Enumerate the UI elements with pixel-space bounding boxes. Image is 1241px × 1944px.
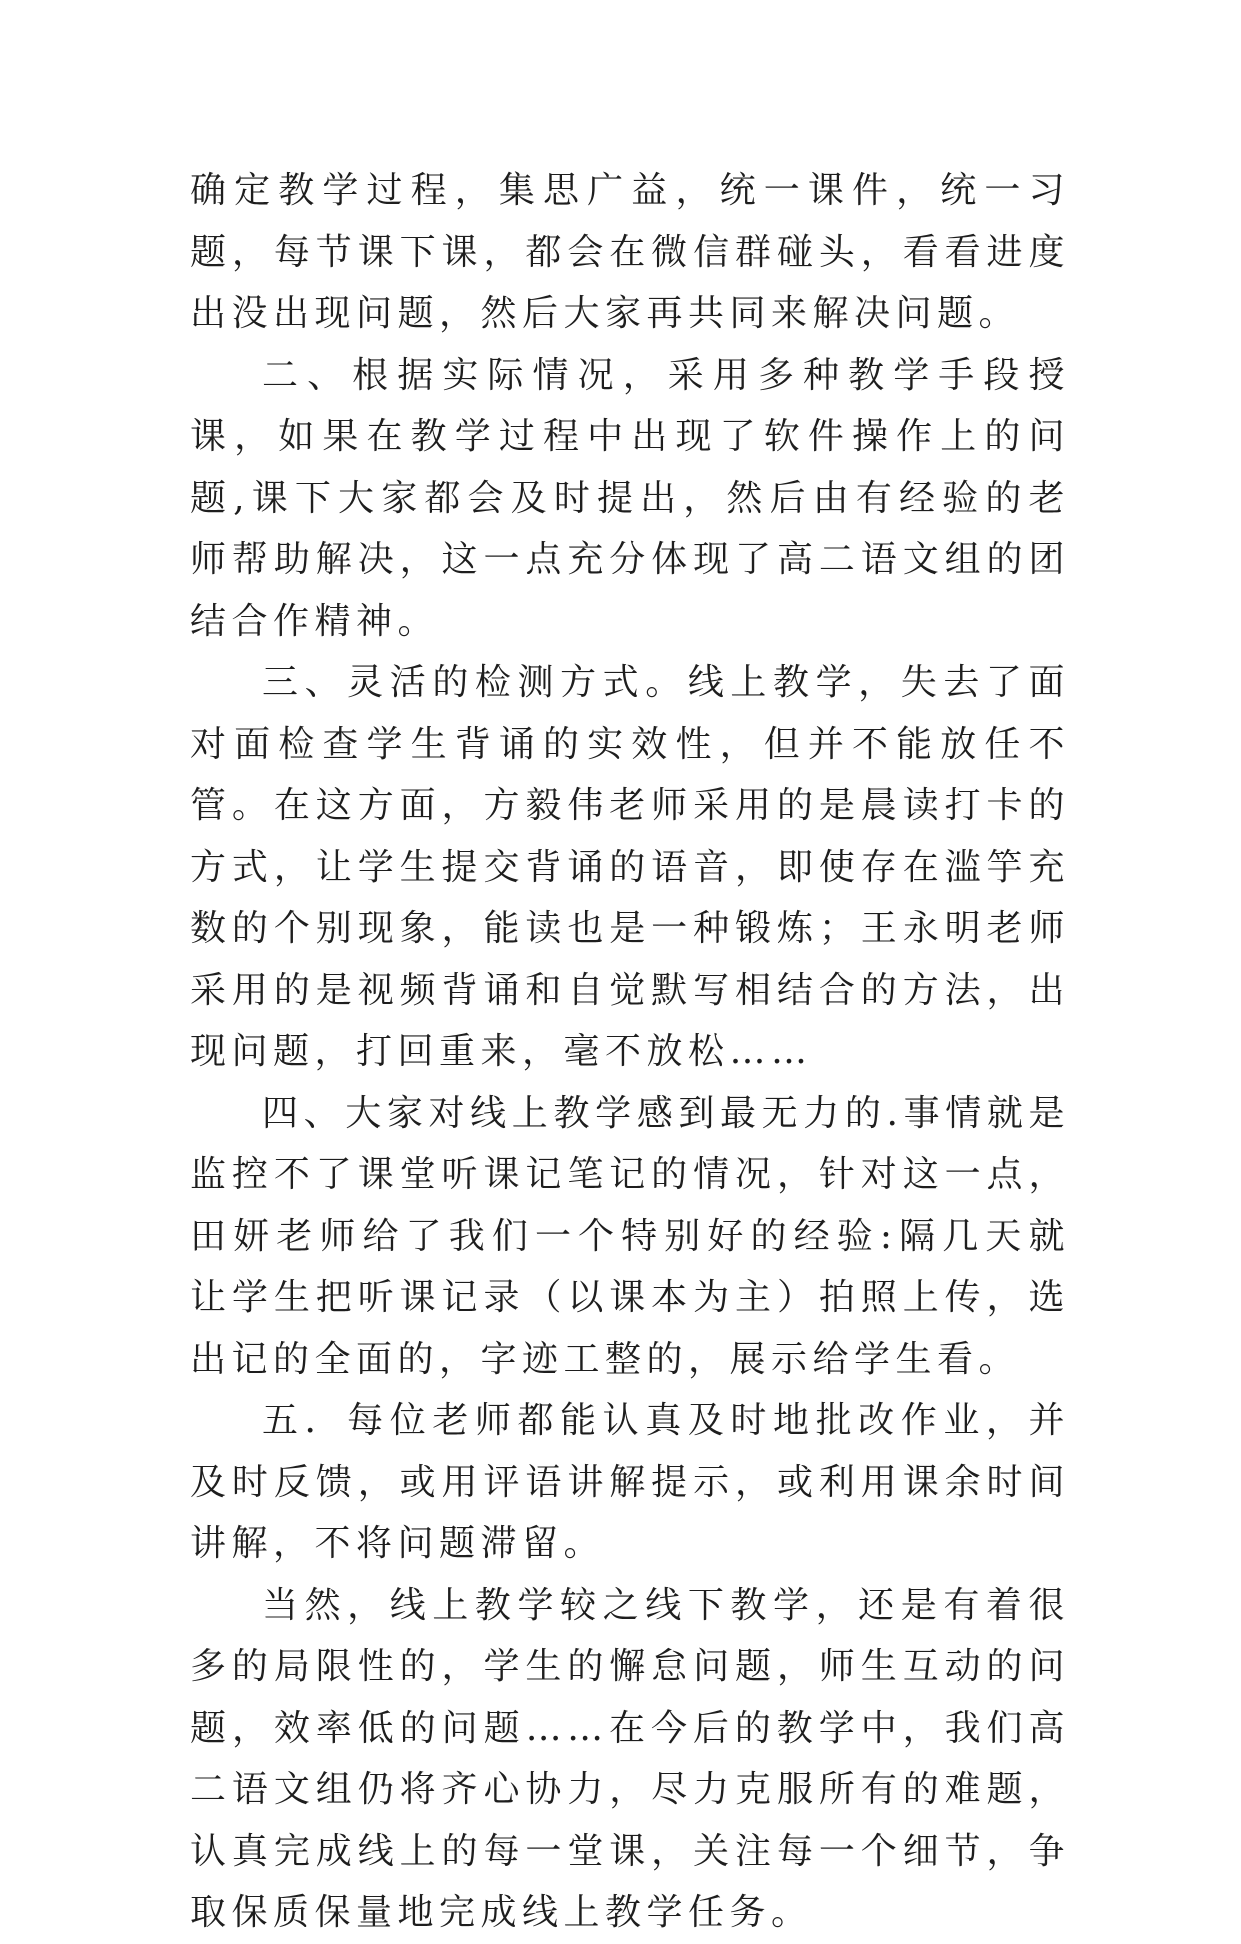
paragraph-5: 五．每位老师都能认真及时地批改作业，并及时反馈，或用评语讲解提示，或利用课余时间讲解，不将问题滞留。 xyxy=(190,1400,1070,1564)
document-body xyxy=(190,160,1070,1944)
paragraph-4: 四、大家对线上教学感到最无力的.事情就是监控不了课堂听课记笔记的情况，针对这一点，田妍老师给了我们一个特别好的经验:隔几天就让学生把听课记录（以课本为主）拍照上传，选出记的全面的，字迹工整的，展示给学生看。 xyxy=(190,1092,1070,1380)
paragraph-3: 三、灵活的检测方式。线上教学，失去了面对面检查学生背诵的实效性，但并不能放任不管。在这方面，方毅伟老师采用的是晨读打卡的方式，让学生提交背诵的语音，即使存在滥竽充数的个别现象，能读也是一种锻炼；王永明老师采用的是视频背诵和自觉默写相结合的方法，出现问题，打回重来，毫不放松…… xyxy=(190,662,1070,1072)
paragraph-6: 当然，线上教学较之线下教学，还是有着很多的局限性的，学生的懈怠问题，师生互动的问题，效率低的问题……在今后的教学中，我们高二语文组仍将齐心协力，尽力克服所有的难题，认真完成线上的每一堂课，关注每一个细节，争取保质保量地完成线上教学任务。 xyxy=(190,1584,1070,1933)
paragraph-2: 二、根据实际情况，采用多种教学手段授课，如果在教学过程中出现了软件操作上的问题,课下大家都会及时提出，然后由有经验的老师帮助解决，这一点充分体现了高二语文组的团结合作精神。 xyxy=(190,354,1070,642)
paragraph-1: 确定教学过程，集思广益，统一课件，统一习题，每节课下课，都会在微信群碰头，看看进度出没出现问题，然后大家再共同来解决问题。 xyxy=(190,170,1070,334)
